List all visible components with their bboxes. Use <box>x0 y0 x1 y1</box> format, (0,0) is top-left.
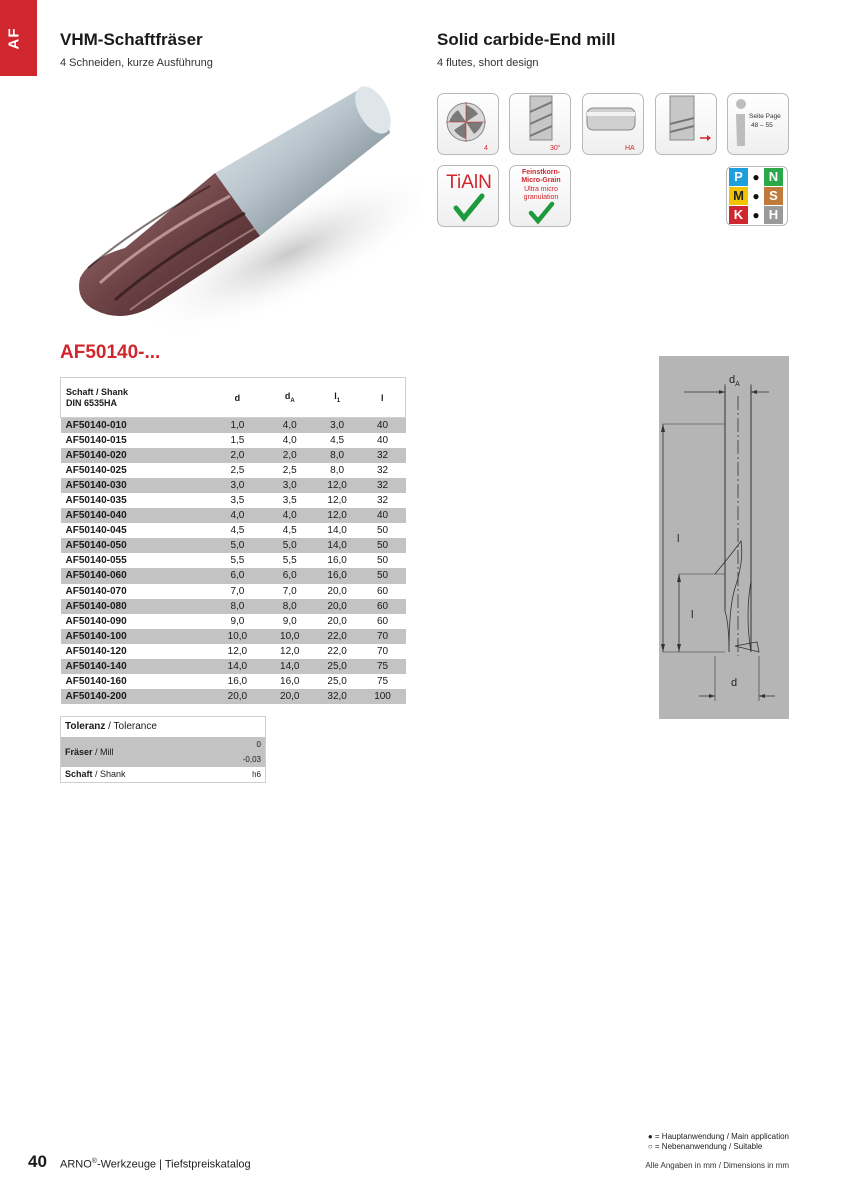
cell-l: 40 <box>360 418 406 433</box>
cell-code: AF50140-015 <box>65 434 127 446</box>
tolerance-shank-label: Schaft / Shank <box>65 769 126 779</box>
end-cut-icon <box>655 93 717 155</box>
helix-angle-value: 30° <box>550 145 561 152</box>
cell-d: 16,0 <box>227 676 248 688</box>
cell-d: 8,0 <box>210 599 265 614</box>
cell-d: 6,0 <box>210 568 265 583</box>
cell-l1: 25,0 <box>327 676 347 688</box>
cell-d: 7,0 <box>230 585 245 597</box>
cell-l: 100 <box>360 689 406 704</box>
cell-d: 4,0 <box>210 508 265 523</box>
header-l: l <box>381 392 384 403</box>
cell-l: 40 <box>360 508 406 523</box>
cell-code: AF50140-080 <box>61 599 210 614</box>
cell-l1: 8,0 <box>330 464 345 476</box>
cell-code: AF50140-090 <box>65 615 127 627</box>
cell-da: 4,0 <box>265 508 315 523</box>
cell-da: 3,5 <box>282 495 297 507</box>
cell-l1: 12,0 <box>315 508 360 523</box>
table-row <box>61 553 406 568</box>
tolerance-heading: Toleranz / Tolerance <box>65 721 157 732</box>
drawing-label-da: $d_A$ <box>729 374 740 388</box>
micro-grain-icon <box>509 165 571 227</box>
table-row <box>61 659 406 674</box>
shank-type-icon <box>582 93 644 155</box>
cell-code: AF50140-045 <box>65 525 127 537</box>
cell-l: 50 <box>376 555 389 567</box>
material-p: P <box>729 168 748 186</box>
cell-da: 3,0 <box>265 478 315 493</box>
cell-da: 5,5 <box>282 555 297 567</box>
cell-d: 9,0 <box>230 615 245 627</box>
cell-l: 60 <box>376 585 389 597</box>
cell-da: 16,0 <box>280 676 300 688</box>
cell-code: AF50140-070 <box>65 585 127 597</box>
cell-l1: 12,0 <box>315 478 360 493</box>
cell-d: 20,0 <box>210 689 265 704</box>
cell-l1: 25,0 <box>315 659 360 674</box>
table-row <box>61 433 406 448</box>
material-n: N <box>764 168 783 186</box>
material-k: K <box>729 206 748 224</box>
drawing-label-l: l <box>677 533 680 545</box>
cell-l: 75 <box>360 659 406 674</box>
grain-label-en: Ultra micro granulation <box>523 186 559 201</box>
table-row <box>61 629 406 644</box>
cell-l: 32 <box>376 495 389 507</box>
cell-d: 5,5 <box>230 555 245 567</box>
cell-da: 14,0 <box>265 659 315 674</box>
technical-drawing <box>659 356 789 719</box>
table-row <box>61 599 406 614</box>
cell-l1: 12,0 <box>327 495 347 507</box>
cell-code: AF50140-120 <box>65 645 127 657</box>
cell-d: 2,0 <box>210 448 265 463</box>
tolerance-mill-row <box>61 737 265 767</box>
cell-code: AF50140-040 <box>61 508 210 523</box>
cell-l: 32 <box>376 464 389 476</box>
material-s: S <box>764 187 783 205</box>
cell-l: 50 <box>360 538 406 553</box>
tolerance-shank-value: h6 <box>252 770 261 779</box>
cell-d: 14,0 <box>210 659 265 674</box>
cell-code: AF50140-035 <box>65 495 127 507</box>
cell-l1: 8,0 <box>315 448 360 463</box>
cell-da: 7,0 <box>282 585 297 597</box>
material-m: M <box>729 187 748 205</box>
cell-l1: 20,0 <box>327 615 347 627</box>
cell-da: 2,5 <box>282 464 297 476</box>
cell-da: 4,0 <box>282 434 297 446</box>
cell-d: 1,5 <box>230 434 245 446</box>
grain-label-de: Feinstkorn- Micro-Grain <box>521 169 561 184</box>
subtitle-english: 4 flutes, short design <box>437 57 539 69</box>
tolerance-shank-row <box>61 767 265 782</box>
cell-da: 10,0 <box>265 629 315 644</box>
cell-l: 70 <box>376 645 389 657</box>
material-m-s-main-dot: ● <box>752 189 760 203</box>
cell-d: 2,5 <box>230 464 245 476</box>
cell-l1: 14,0 <box>315 538 360 553</box>
legend-suitable: ○ = Nebenanwendung / Suitable <box>647 1142 763 1151</box>
table-row <box>61 508 406 523</box>
cell-l: 50 <box>376 525 389 537</box>
drawing-label-d: d <box>731 677 738 689</box>
shank-type-value: HA <box>625 145 635 152</box>
tolerance-mill-lower: -0,03 <box>242 755 261 764</box>
cell-code: AF50140-030 <box>61 478 210 493</box>
cell-d: 12,0 <box>227 645 248 657</box>
cell-l1: 20,0 <box>327 585 347 597</box>
table-row <box>61 568 406 583</box>
flutes-icon <box>437 93 499 155</box>
cell-code: AF50140-010 <box>61 418 210 433</box>
cell-l1: 14,0 <box>327 525 347 537</box>
table-header-row <box>61 378 406 418</box>
drawing-label-l1: l <box>691 609 694 621</box>
cell-l1: 22,0 <box>315 629 360 644</box>
cell-da: 4,0 <box>265 418 315 433</box>
cell-d: 1,0 <box>210 418 265 433</box>
table-row <box>61 674 406 689</box>
subtitle-german: 4 Schneiden, kurze Ausführung <box>60 57 213 69</box>
cell-da: 5,0 <box>265 538 315 553</box>
cell-l1: 16,0 <box>315 568 360 583</box>
cell-da: 6,0 <box>265 568 315 583</box>
cell-da: 20,0 <box>265 689 315 704</box>
helix-angle-icon <box>509 93 571 155</box>
table-row <box>61 523 406 538</box>
end-mill-photo <box>40 78 420 338</box>
cell-l1: 16,0 <box>327 555 347 567</box>
cell-l: 70 <box>360 629 406 644</box>
info-icon <box>727 93 789 155</box>
dimensions-note: Alle Angaben in mm / Dimensions in mm <box>645 1161 789 1170</box>
table-row <box>61 478 406 493</box>
cell-code: AF50140-025 <box>65 464 127 476</box>
cell-code: AF50140-050 <box>61 538 210 553</box>
table-row <box>61 463 406 478</box>
product-code-title: AF50140-... <box>60 342 161 363</box>
table-row <box>61 538 406 553</box>
info-pages: 48 – 55 <box>751 122 773 129</box>
cell-d: 4,5 <box>230 525 245 537</box>
cell-l: 60 <box>360 599 406 614</box>
cell-l: 32 <box>360 478 406 493</box>
material-h: H <box>764 206 783 224</box>
catalog-name: ARNO®-Werkzeuge | Tiefstpreiskatalog <box>60 1158 251 1171</box>
header-l1: $l_1$ <box>334 391 341 404</box>
legend-main: ● = Hauptanwendung / Main application <box>647 1132 789 1141</box>
section-tab <box>0 0 37 76</box>
cell-l: 60 <box>376 615 389 627</box>
cell-l: 40 <box>376 434 389 446</box>
cell-d: 3,0 <box>210 478 265 493</box>
header-da: $d_A$ <box>284 391 295 404</box>
cell-da: 8,0 <box>265 599 315 614</box>
cell-l: 75 <box>376 676 389 688</box>
section-tab-label: AF <box>5 27 23 50</box>
info-see-label: Seite Page <box>749 113 781 120</box>
cell-code: AF50140-160 <box>65 676 127 688</box>
cell-code: AF50140-020 <box>61 448 210 463</box>
cell-code: AF50140-200 <box>61 689 210 704</box>
cell-d: 3,5 <box>230 495 245 507</box>
table-row <box>61 493 406 508</box>
cell-d: 5,0 <box>210 538 265 553</box>
cell-da: 12,0 <box>280 645 300 657</box>
cell-code: AF50140-140 <box>61 659 210 674</box>
tolerance-mill-label: Fräser / Mill <box>65 747 114 757</box>
header-shank: Schaft / Shank DIN 6535HA <box>66 386 129 408</box>
title-german: VHM-Schaftfräser <box>60 30 203 49</box>
table-row <box>61 689 406 704</box>
cell-da: 2,0 <box>265 448 315 463</box>
cell-d: 10,0 <box>210 629 265 644</box>
coating-label: TiAlN <box>446 172 492 193</box>
tolerance-box <box>60 716 266 783</box>
title-english: Solid carbide-End mill <box>437 30 616 49</box>
page-number: 40 <box>28 1152 47 1171</box>
cell-da: 9,0 <box>282 615 297 627</box>
material-groups <box>726 166 788 226</box>
table-row <box>61 418 406 433</box>
cell-code: AF50140-100 <box>61 629 210 644</box>
table-row <box>61 584 406 599</box>
table-row <box>61 614 406 629</box>
table-row <box>61 644 406 659</box>
flutes-count: 4 <box>484 145 488 152</box>
cell-code: AF50140-055 <box>65 555 127 567</box>
tolerance-mill-upper: 0 <box>256 740 261 749</box>
coating-icon <box>437 165 499 227</box>
legend <box>648 1132 789 1152</box>
cell-l1: 4,5 <box>330 434 345 446</box>
material-p-n-main-dot: ● <box>752 170 760 184</box>
cell-da: 4,5 <box>282 525 297 537</box>
cell-l1: 22,0 <box>327 645 347 657</box>
cell-l: 32 <box>360 448 406 463</box>
material-k-h-main-dot: ● <box>752 208 760 222</box>
cell-l: 50 <box>360 568 406 583</box>
header-d: d <box>234 392 241 403</box>
table-row <box>61 448 406 463</box>
dimensions-table <box>60 377 406 704</box>
cell-code: AF50140-060 <box>61 568 210 583</box>
cell-l1: 3,0 <box>315 418 360 433</box>
cell-l1: 20,0 <box>315 599 360 614</box>
cell-l1: 32,0 <box>315 689 360 704</box>
